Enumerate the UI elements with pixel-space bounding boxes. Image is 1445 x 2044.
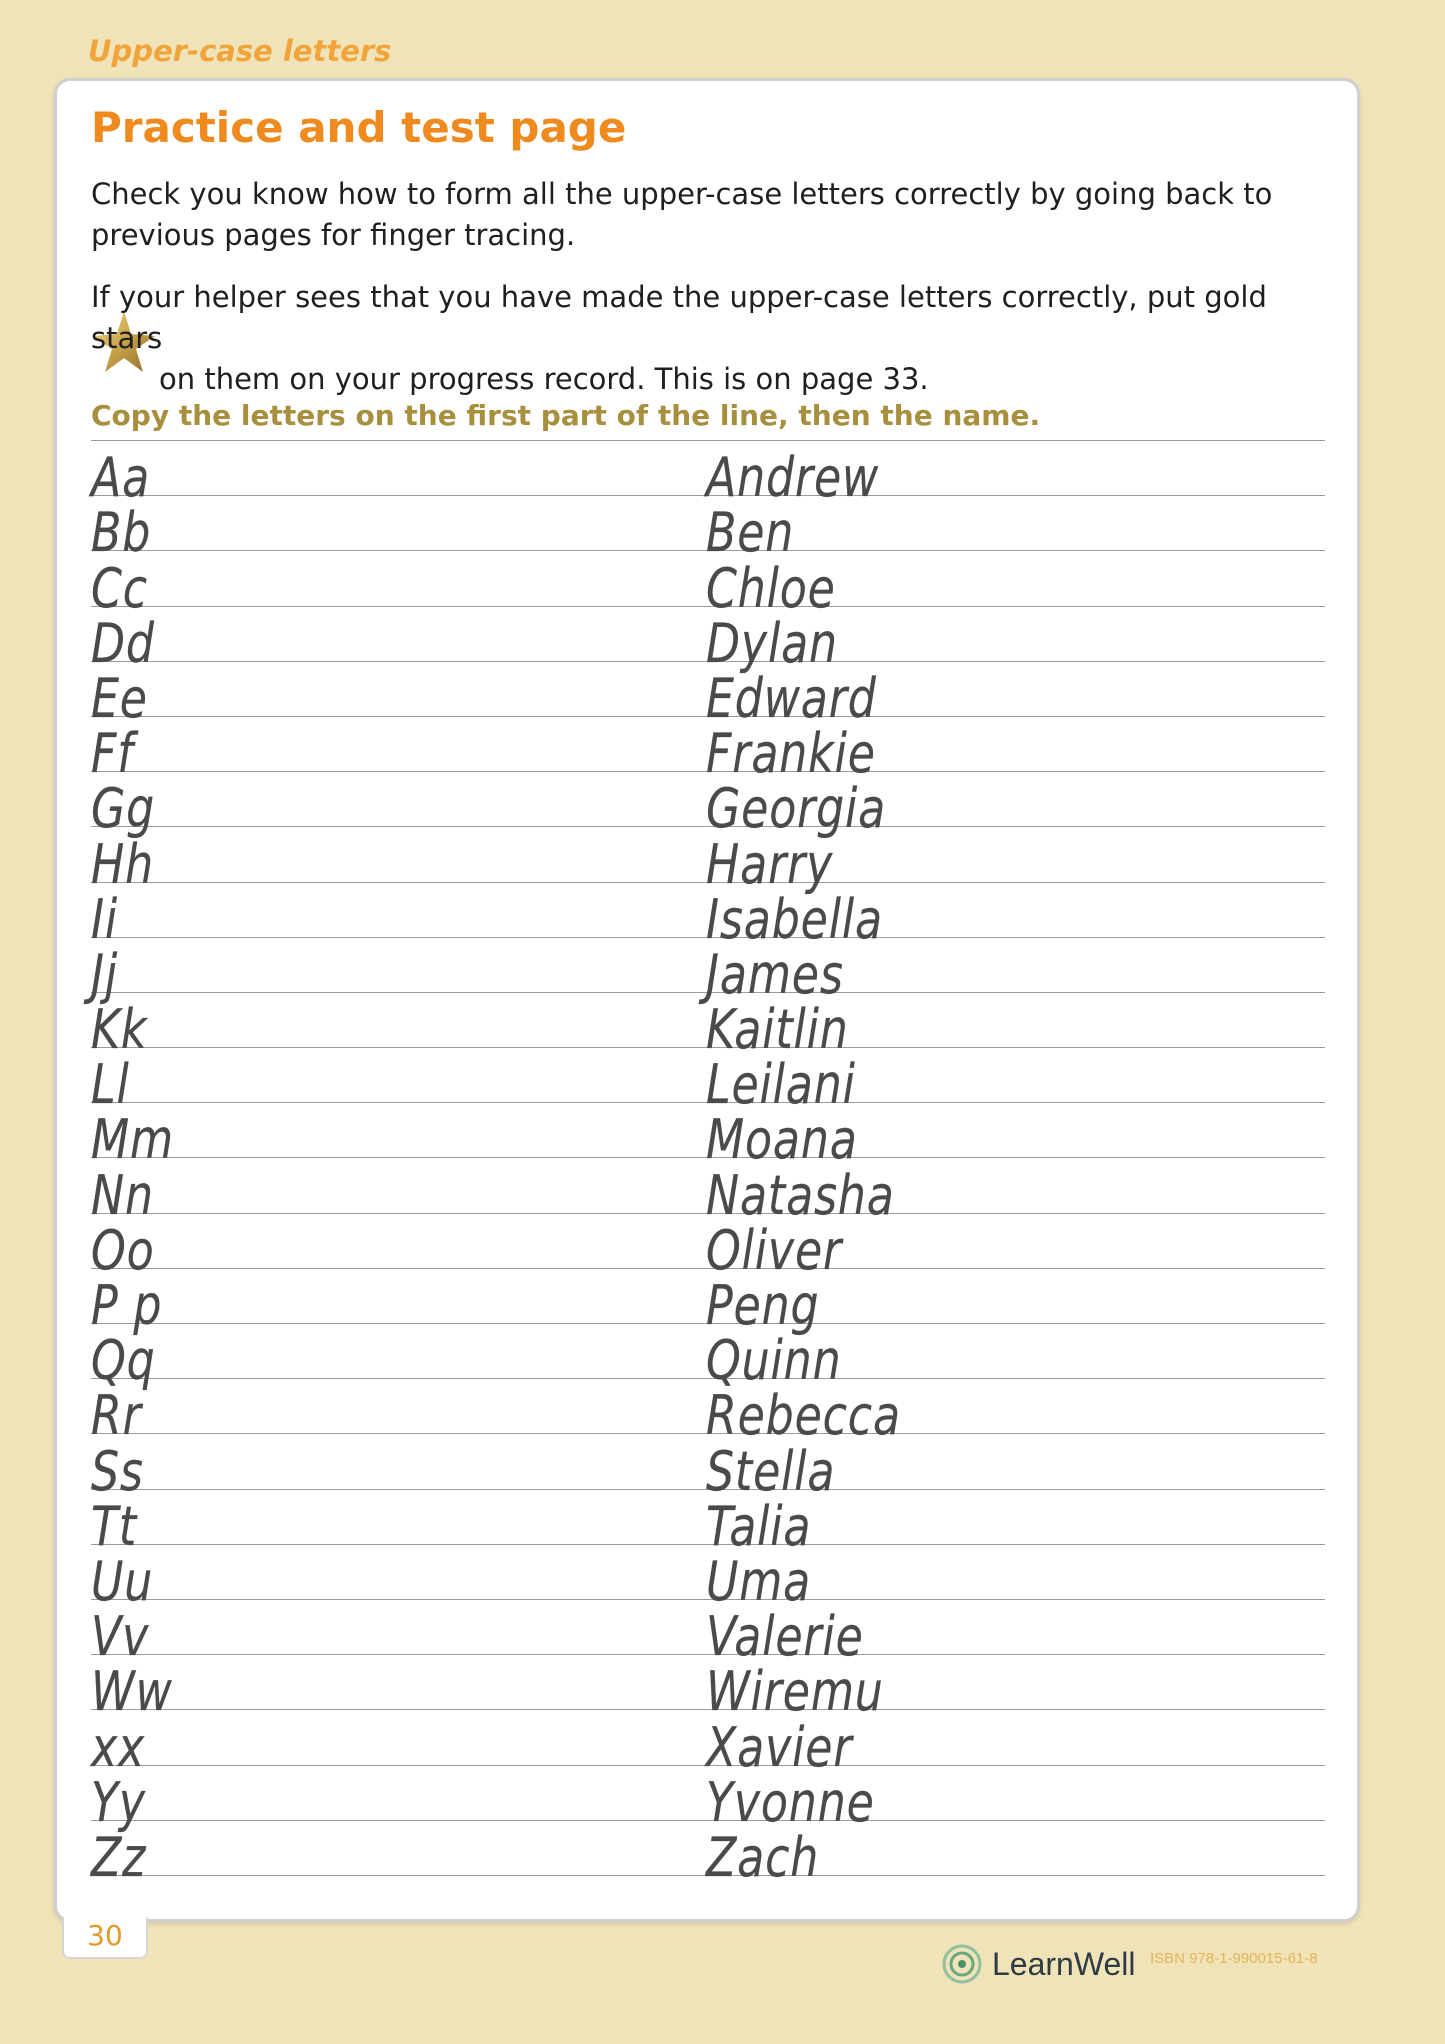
letter-pair: Ii [91,887,119,951]
writing-line [91,772,1325,841]
writing-line [91,993,1325,1062]
example-name: Harry [706,832,834,896]
example-name: James [706,942,844,1006]
copy-instruction: Copy the letters on the first part of the line, then the name. [91,399,1041,432]
page-title: Practice and test page [91,103,627,152]
letter-pair: Zz [91,1825,147,1889]
brand-name: LearnWell [992,1945,1136,1982]
letter-pair: Qq [91,1329,156,1393]
writing-line [91,1103,1325,1172]
writing-line [91,607,1325,675]
example-name: Kaitlin [706,998,849,1062]
example-name: Wiremu [706,1660,884,1724]
letter-pair: P p [91,1274,163,1337]
writing-line [91,1379,1325,1448]
writing-line [91,938,1325,1006]
isbn: ISBN 978-1-990015-61-8 [1150,1950,1318,1967]
example-name: Moana [706,1108,858,1172]
example-name: Xavier [706,1715,853,1779]
writing-line [91,1655,1325,1724]
writing-line [91,1048,1325,1117]
brand-logo [942,1942,1135,1986]
letter-pair: Ee [91,666,148,730]
example-name: Valerie [706,1605,864,1669]
example-name: Andrew [706,446,880,510]
writing-line [91,1600,1325,1669]
letter-pair: Cc [91,556,148,620]
writing-line [91,1214,1325,1282]
letter-pair: xx [91,1715,146,1779]
letter-pair: Ll [91,1053,130,1117]
learnwell-logo-icon [942,1944,982,1984]
writing-line [91,1158,1325,1227]
letter-pair: Vv [91,1605,150,1669]
letter-pair: Hh [91,832,155,896]
letter-pair: Ss [91,1439,144,1503]
example-name: Dylan [706,611,838,675]
writing-line [91,1545,1325,1613]
example-name: Chloe [706,556,836,620]
example-name: Talia [706,1494,812,1558]
writing-line [91,496,1325,565]
letter-pair: Aa [91,446,151,510]
writing-line [91,1269,1325,1337]
example-name: Leilani [706,1053,856,1117]
writing-line [91,551,1325,620]
example-name: Natasha [706,1163,895,1227]
letter-pair: Kk [91,998,148,1062]
letter-pair: Yy [91,1770,146,1834]
writing-line [91,1324,1325,1393]
letter-pair: Jj [91,942,119,1006]
writing-line [91,717,1325,786]
section-label: Upper-case letters [88,34,392,68]
writing-line [91,1434,1325,1503]
writing-line [91,1490,1325,1558]
letter-pair: Uu [91,1549,154,1613]
example-name: Isabella [706,887,883,951]
example-name: Edward [706,666,877,730]
letter-pair: Nn [91,1163,154,1227]
example-name: Ben [706,501,795,565]
page-number: 30 [62,1917,148,1959]
writing-line [91,441,1325,510]
example-name: Yvonne [706,1770,875,1834]
writing-line [91,883,1325,951]
letter-pair: Rr [91,1384,142,1448]
example-name: Rebecca [706,1384,901,1448]
writing-line [91,1710,1325,1779]
stars-paragraph-line2: on them on your progress record. This is on page 33. [159,362,929,396]
example-name: Quinn [706,1329,842,1393]
example-name: Georgia [706,777,887,841]
handwriting-lines [91,440,1325,1889]
stars-paragraph-line1: If your helper sees that you have made the upper-case letters correctly, put gold stars [91,280,1267,355]
writing-line [91,827,1325,896]
example-name: Stella [706,1439,836,1503]
stars-paragraph [91,277,1341,400]
writing-line [91,662,1325,730]
letter-pair: Tt [91,1494,138,1558]
letter-pair: Gg [91,777,156,841]
letter-pair: Mm [91,1108,174,1172]
example-name: Oliver [706,1218,843,1282]
example-name: Peng [706,1274,820,1337]
writing-line [91,1766,1325,1834]
example-name: Uma [706,1549,812,1613]
letter-pair: Oo [91,1218,155,1282]
intro-paragraph: Check you know how to form all the upper-case letters correctly by going back to previous pages for finger tracing. [91,177,1273,252]
letter-pair: Ww [91,1660,173,1724]
writing-line [91,1821,1325,1889]
letter-pair: Bb [91,501,152,565]
letter-pair: Ff [91,722,134,786]
example-name: Zach [706,1825,820,1889]
letter-pair: Dd [91,611,155,675]
worksheet-card [54,78,1360,1922]
example-name: Frankie [706,722,876,786]
